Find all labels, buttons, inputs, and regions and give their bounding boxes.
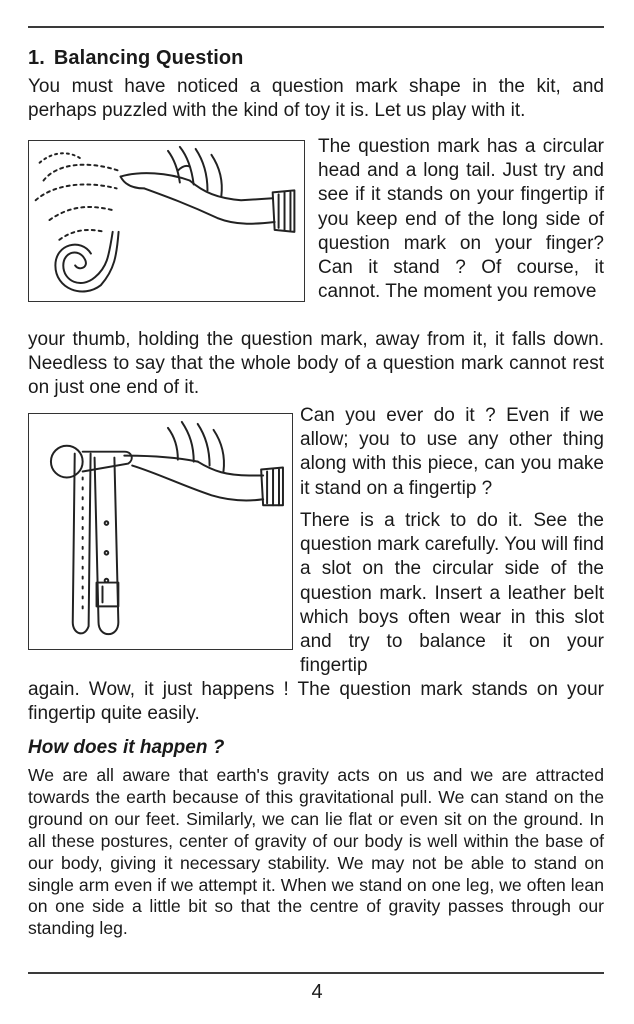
paragraph-3-full: again. Wow, it just happens ! The question mark stands on your fingertip quite easily. <box>28 679 604 725</box>
intro-paragraph: You must have noticed a question mark shape in the kit, and perhaps puzzled with the kind of toy it is. Let us play with it. <box>28 76 604 122</box>
bottom-rule <box>28 972 604 974</box>
section-number: 1. <box>28 47 45 69</box>
section-heading <box>28 46 244 70</box>
paragraph-2: Can you ever do it ? Even if we allow; you to use any other thing along with this piece, can you make it stand on a fingertip ? <box>300 405 604 499</box>
paragraph-3-wrapped: There is a trick to do it. See the question mark carefully. You will find a slot on the circular side of the question mark. Insert a leather belt which boys often wear in this slot and try to balance it on your fingertip <box>300 510 604 677</box>
paragraph-1-full: your thumb, holding the question mark, away from it, it falls down. Needless to say that the whole body of a question mark cannot rest on just one end of it. <box>28 329 604 399</box>
page-number: 4 <box>311 981 323 1003</box>
section-title: Balancing Question <box>53 47 244 69</box>
top-rule <box>28 26 604 28</box>
hand-balancing-question-mark-with-belt-illustration <box>29 414 292 649</box>
subheading: How does it happen ? <box>28 737 225 758</box>
hand-with-falling-question-mark-illustration <box>29 141 304 301</box>
figure-hand-falling-question-mark <box>28 140 305 302</box>
figure-balanced-question-mark <box>28 413 293 650</box>
body-paragraph: We are all aware that earth's gravity acts on us and we are attracted towards the earth because of this gravitational pull. We can stand on the ground on our feet. Similarly, we can lie flat or even sit on the ground. In all these postures, center of gravity of our body is well within the base of our body, giving it necessary stability. We may not be able to stand on single arm even if we attempt it. When we stand on one leg, we often lean on one side a little bit so that the centre of gravity passes through our standing leg. <box>28 765 604 939</box>
paragraph-1-wrapped: The question mark has a circular head and a long tail. Just try and see if it stands on your fingertip if you keep end of the long side of question mark on your finger? Can it stand ? Of course, it cannot. The moment you remove <box>318 136 604 303</box>
